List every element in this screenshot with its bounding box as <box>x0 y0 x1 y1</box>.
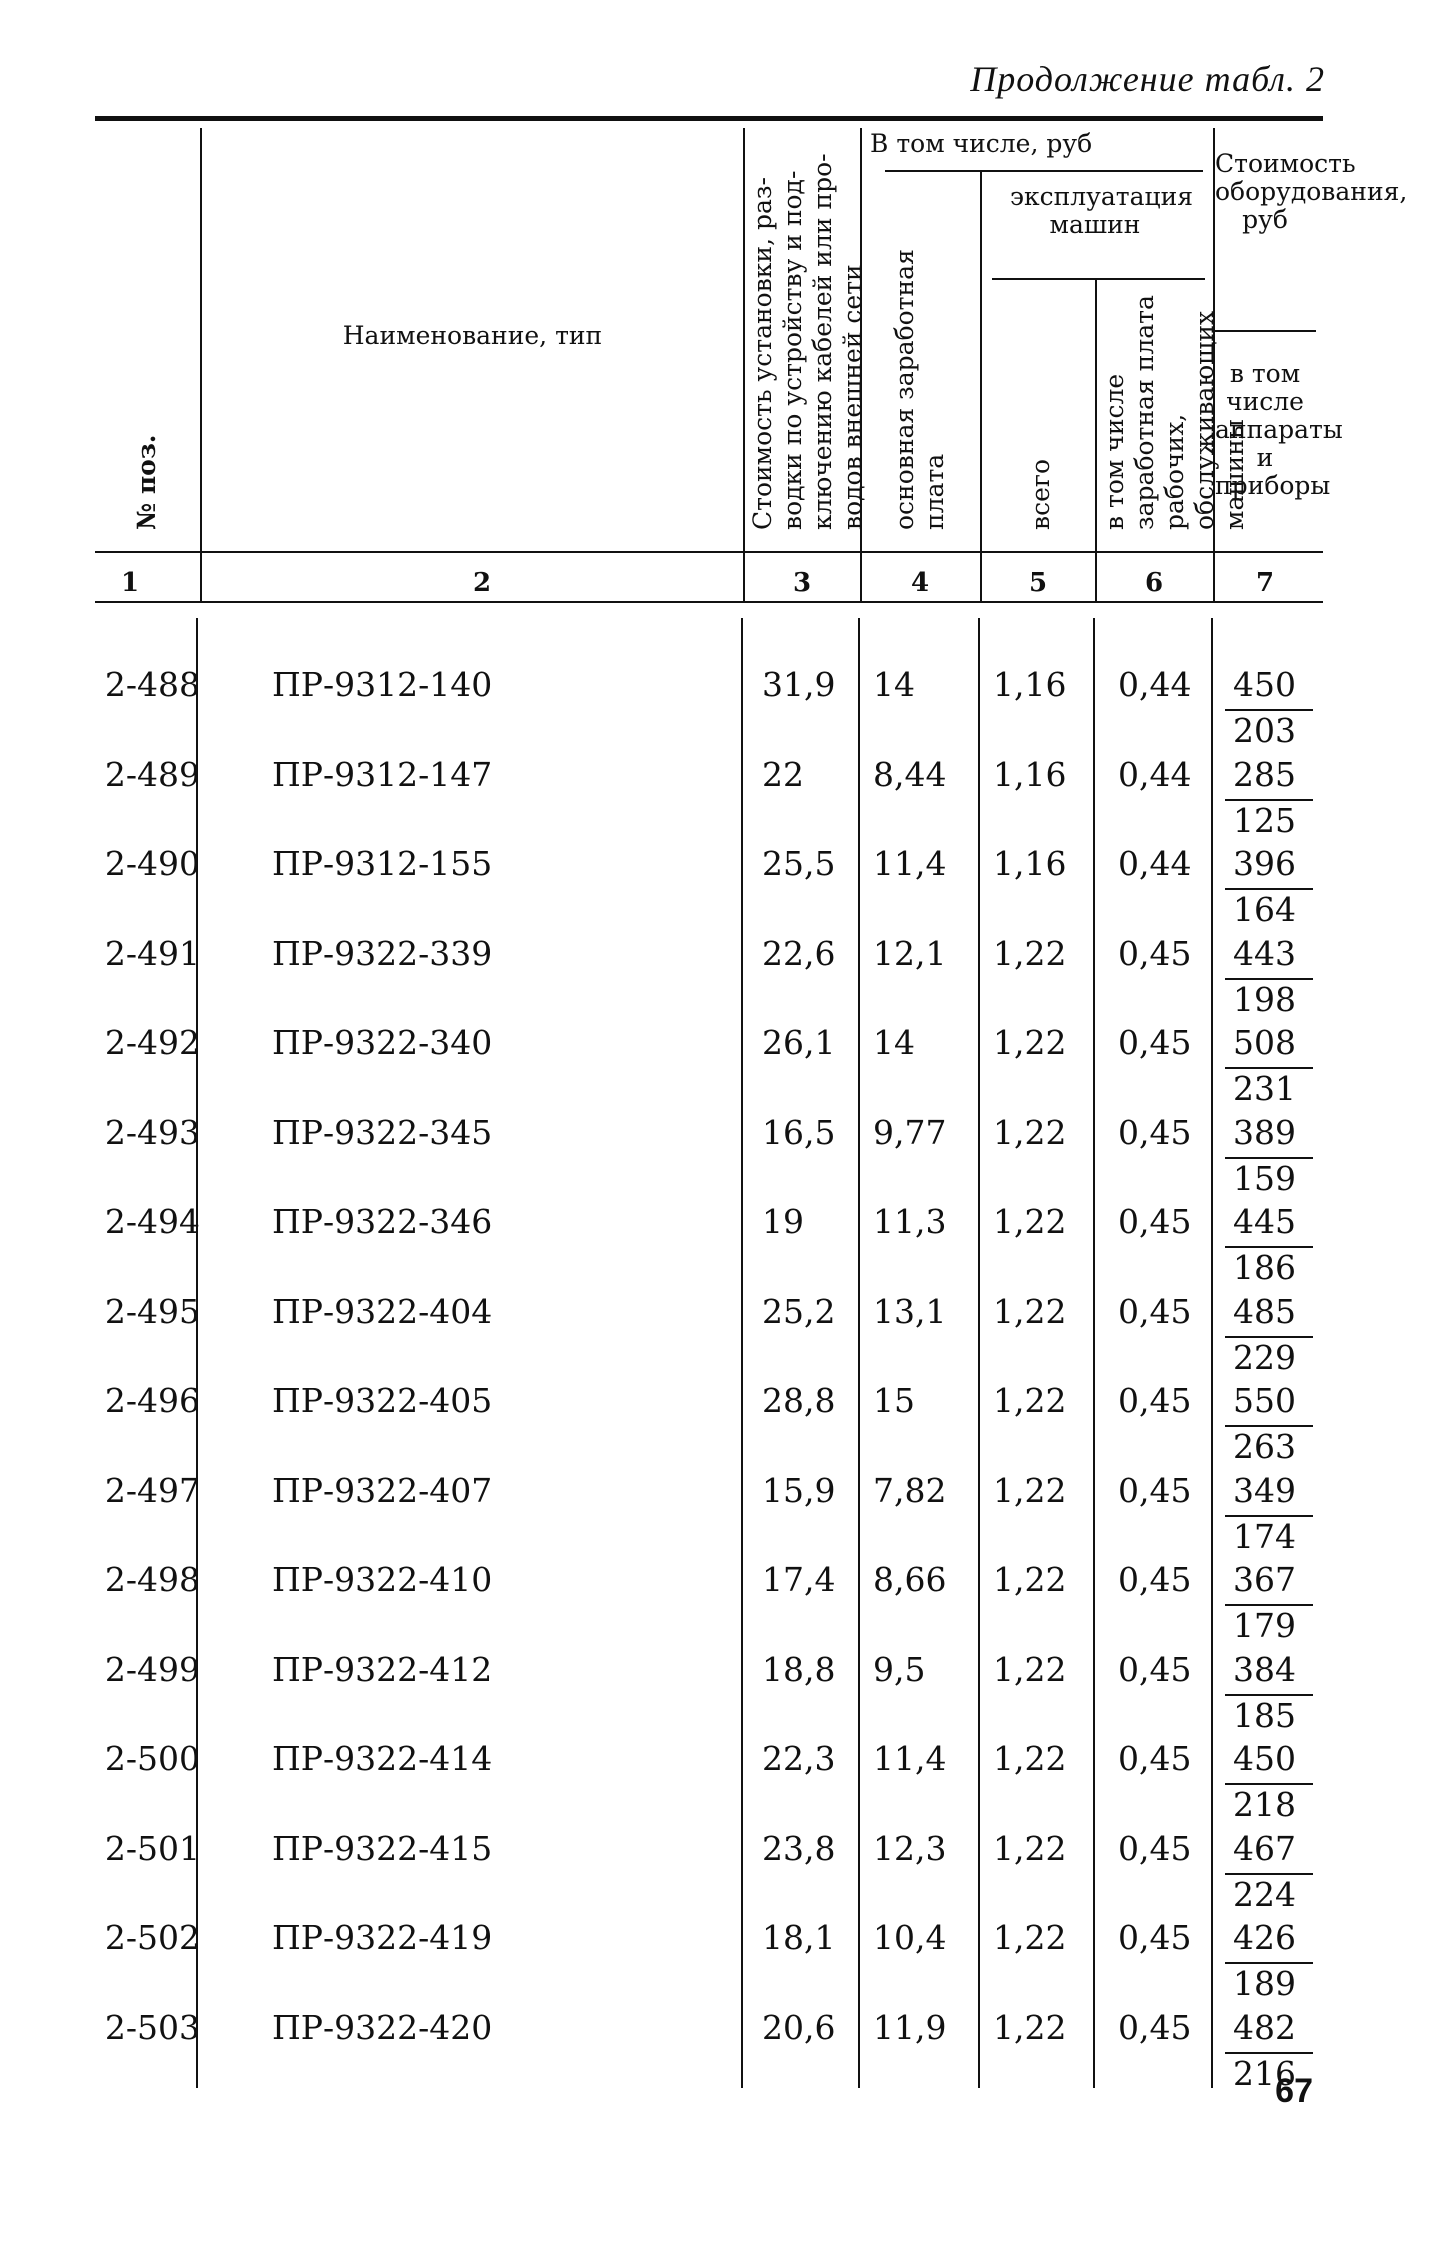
row-name: ПР-9322-339 <box>272 933 493 973</box>
row-name: ПР-9322-410 <box>272 1560 493 1599</box>
col-divider-5 <box>1095 280 1097 603</box>
row-machine-total: 1,22 <box>993 1202 1067 1241</box>
row-machine-total: 1,22 <box>993 1649 1067 1689</box>
row-equipment-devices-cost: 164 <box>1233 890 1296 929</box>
header-col5: всего <box>1026 458 1055 530</box>
row-installation-cost: 22,6 <box>762 933 836 973</box>
row-equipment-cost: 367 <box>1233 1560 1296 1599</box>
row-machine-salary: 0,45 <box>1118 1202 1192 1241</box>
header-col7: Стоимость оборудования, руб <box>1215 149 1408 234</box>
row-base-salary: 15 <box>873 1381 915 1420</box>
row-installation-cost: 31,9 <box>762 665 836 704</box>
row-equipment-cost: 508 <box>1233 1023 1296 1062</box>
row-base-salary: 7,82 <box>873 1470 947 1510</box>
row-name: ПР-9322-415 <box>272 1828 493 1868</box>
row-base-salary: 11,4 <box>873 1739 947 1778</box>
row-installation-cost: 17,4 <box>762 1560 836 1599</box>
row-base-salary: 14 <box>873 1023 915 1062</box>
row-equipment-devices-cost: 189 <box>1233 1964 1296 2003</box>
row-installation-cost: 18,1 <box>762 1918 836 1957</box>
table-row <box>0 755 1438 845</box>
col-divider-2 <box>743 128 745 603</box>
row-machine-total: 1,16 <box>993 754 1067 794</box>
row-position: 2-491 <box>104 933 200 973</box>
row-name: ПР-9312-155 <box>272 844 493 883</box>
row-position: 2-496 <box>104 1381 200 1420</box>
header-col4: основная заработная плата <box>890 249 949 530</box>
row-equipment-devices-cost: 224 <box>1233 1874 1296 1914</box>
row-position: 2-503 <box>104 2007 200 2047</box>
row-machine-total: 1,16 <box>993 844 1067 883</box>
row-equipment-cost: 550 <box>1233 1381 1296 1420</box>
row-equipment-cost: 445 <box>1233 1202 1296 1241</box>
row-position: 2-489 <box>104 754 200 794</box>
row-base-salary: 11,9 <box>873 2007 947 2047</box>
row-name: ПР-9322-412 <box>272 1649 493 1689</box>
table-row <box>0 1381 1438 1471</box>
row-name: ПР-9322-419 <box>272 1918 493 1957</box>
table-row <box>0 1739 1438 1829</box>
row-name: ПР-9322-345 <box>272 1112 493 1152</box>
table-top-rule <box>95 116 1323 121</box>
header-name: Наименование, тип <box>342 321 603 350</box>
row-equipment-cost: 467 <box>1233 1828 1296 1868</box>
table-row <box>0 1292 1438 1382</box>
table-row <box>0 1918 1438 2008</box>
row-machine-total: 1,22 <box>993 1828 1067 1868</box>
row-machine-total: 1,22 <box>993 1918 1067 1957</box>
col-divider-4 <box>980 172 982 603</box>
row-installation-cost: 18,8 <box>762 1649 836 1689</box>
row-position: 2-488 <box>104 665 200 704</box>
row-machine-salary: 0,45 <box>1118 1739 1192 1778</box>
row-name: ПР-9312-140 <box>272 665 493 704</box>
row-equipment-devices-cost: 174 <box>1233 1516 1296 1556</box>
row-equipment-cost: 482 <box>1233 2007 1296 2047</box>
row-equipment-devices-cost: 185 <box>1233 1695 1296 1735</box>
header-exploitation: эксплуатация машин <box>1010 182 1194 239</box>
header-pos: № поз. <box>132 434 161 530</box>
row-equipment-cost: 389 <box>1233 1112 1296 1152</box>
row-machine-salary: 0,44 <box>1118 754 1192 794</box>
row-position: 2-493 <box>104 1112 200 1152</box>
col-number-2: 2 <box>472 568 492 598</box>
row-equipment-devices-cost: 231 <box>1233 1069 1296 1108</box>
table-row <box>0 934 1438 1024</box>
numbers-bottom-rule <box>95 601 1323 603</box>
row-base-salary: 11,4 <box>873 844 947 883</box>
row-equipment-devices-cost: 263 <box>1233 1427 1296 1466</box>
row-equipment-cost: 426 <box>1233 1918 1296 1957</box>
row-machine-total: 1,22 <box>993 2007 1067 2047</box>
row-equipment-cost: 349 <box>1233 1470 1296 1510</box>
table-row <box>0 1202 1438 1292</box>
row-machine-salary: 0,45 <box>1118 1112 1192 1152</box>
row-position: 2-492 <box>104 1023 200 1062</box>
row-equipment-devices-cost: 203 <box>1233 711 1296 750</box>
row-base-salary: 9,77 <box>873 1112 947 1152</box>
table-row <box>0 1023 1438 1113</box>
row-machine-total: 1,16 <box>993 665 1067 704</box>
row-position: 2-497 <box>104 1470 200 1510</box>
group-underline <box>885 170 1203 172</box>
row-machine-salary: 0,45 <box>1118 1560 1192 1599</box>
row-base-salary: 9,5 <box>873 1649 926 1689</box>
row-base-salary: 8,66 <box>873 1560 947 1599</box>
row-equipment-devices-cost: 218 <box>1233 1785 1296 1824</box>
row-equipment-devices-cost: 186 <box>1233 1248 1296 1287</box>
row-machine-salary: 0,44 <box>1118 844 1192 883</box>
header-col6: в том числе заработная плата рабочих, обслуживающих машины <box>1100 295 1249 530</box>
row-position: 2-490 <box>104 844 200 883</box>
row-base-salary: 13,1 <box>873 1291 947 1331</box>
row-installation-cost: 22,3 <box>762 1739 836 1778</box>
table-row <box>0 1829 1438 1919</box>
row-installation-cost: 20,6 <box>762 2007 836 2047</box>
row-machine-total: 1,22 <box>993 1112 1067 1152</box>
row-machine-salary: 0,45 <box>1118 2007 1192 2047</box>
row-installation-cost: 25,2 <box>762 1291 836 1331</box>
row-name: ПР-9322-404 <box>272 1291 493 1331</box>
row-position: 2-499 <box>104 1649 200 1689</box>
row-base-salary: 12,3 <box>873 1828 947 1868</box>
row-base-salary: 10,4 <box>873 1918 947 1957</box>
row-position: 2-501 <box>104 1828 200 1868</box>
row-equipment-devices-cost: 159 <box>1233 1158 1296 1198</box>
row-name: ПР-9322-414 <box>272 1739 493 1778</box>
row-base-salary: 14 <box>873 665 915 704</box>
row-installation-cost: 25,5 <box>762 844 836 883</box>
row-machine-total: 1,22 <box>993 1739 1067 1778</box>
row-installation-cost: 16,5 <box>762 1112 836 1152</box>
row-position: 2-494 <box>104 1202 200 1241</box>
header-group: В том числе, руб <box>870 129 1093 158</box>
col-number-4: 4 <box>910 568 930 598</box>
row-base-salary: 8,44 <box>873 754 947 794</box>
row-installation-cost: 19 <box>762 1202 804 1241</box>
row-machine-salary: 0,45 <box>1118 1649 1192 1689</box>
row-installation-cost: 26,1 <box>762 1023 836 1062</box>
row-name: ПР-9312-147 <box>272 754 493 794</box>
row-installation-cost: 28,8 <box>762 1381 836 1420</box>
row-equipment-devices-cost: 229 <box>1233 1337 1296 1377</box>
table-row <box>0 1650 1438 1740</box>
header-col7-sub: в том числе аппараты и приборы <box>1215 359 1343 500</box>
row-machine-total: 1,22 <box>993 1381 1067 1420</box>
row-position: 2-495 <box>104 1291 200 1331</box>
col-number-6: 6 <box>1144 568 1164 598</box>
table-row <box>0 665 1438 755</box>
row-name: ПР-9322-420 <box>272 2007 493 2047</box>
row-machine-salary: 0,45 <box>1118 933 1192 973</box>
row-machine-total: 1,22 <box>993 1470 1067 1510</box>
row-machine-total: 1,22 <box>993 933 1067 973</box>
col-divider-1 <box>200 128 202 603</box>
row-equipment-cost: 443 <box>1233 933 1296 973</box>
table-row <box>0 1560 1438 1650</box>
header-bottom-rule <box>95 551 1323 553</box>
row-equipment-devices-cost: 198 <box>1233 979 1296 1019</box>
row-equipment-devices-cost: 216 <box>1233 2053 1296 2093</box>
row-name: ПР-9322-346 <box>272 1202 493 1241</box>
row-name: ПР-9322-340 <box>272 1023 493 1062</box>
row-equipment-devices-cost: 125 <box>1233 800 1296 840</box>
row-name: ПР-9322-405 <box>272 1381 493 1420</box>
row-position: 2-500 <box>104 1739 200 1778</box>
row-equipment-cost: 450 <box>1233 665 1296 704</box>
row-machine-total: 1,22 <box>993 1023 1067 1062</box>
row-machine-salary: 0,45 <box>1118 1023 1192 1062</box>
row-equipment-cost: 396 <box>1233 844 1296 883</box>
table-caption: Продолжение табл. 2 <box>970 59 1325 99</box>
row-installation-cost: 23,8 <box>762 1828 836 1868</box>
row-position: 2-498 <box>104 1560 200 1599</box>
row-equipment-cost: 450 <box>1233 1739 1296 1778</box>
row-machine-salary: 0,45 <box>1118 1470 1192 1510</box>
row-base-salary: 12,1 <box>873 933 947 973</box>
row-name: ПР-9322-407 <box>272 1470 493 1510</box>
table-row <box>0 844 1438 934</box>
col-number-5: 5 <box>1028 568 1048 598</box>
table-row <box>0 1471 1438 1561</box>
table-row <box>0 1113 1438 1203</box>
row-equipment-devices-cost: 179 <box>1233 1606 1296 1645</box>
row-installation-cost: 22 <box>762 754 804 794</box>
row-equipment-cost: 384 <box>1233 1649 1296 1689</box>
col-number-1: 1 <box>120 568 140 598</box>
col-number-3: 3 <box>792 568 812 598</box>
row-machine-total: 1,22 <box>993 1291 1067 1331</box>
table-row <box>0 2008 1438 2098</box>
row-base-salary: 11,3 <box>873 1202 947 1241</box>
row-installation-cost: 15,9 <box>762 1470 836 1510</box>
row-machine-total: 1,22 <box>993 1560 1067 1599</box>
row-machine-salary: 0,44 <box>1118 665 1192 704</box>
row-machine-salary: 0,45 <box>1118 1291 1192 1331</box>
row-machine-salary: 0,45 <box>1118 1381 1192 1420</box>
row-equipment-cost: 285 <box>1233 754 1296 794</box>
header-col3: Стоимость установки, раз-водки по устройству и под-ключению кабелей или про-водов внешней сети <box>748 153 867 530</box>
col-number-7: 7 <box>1255 568 1275 598</box>
row-position: 2-502 <box>104 1918 200 1957</box>
page-number: 67 <box>1275 2072 1313 2110</box>
row-machine-salary: 0,45 <box>1118 1918 1192 1957</box>
row-machine-salary: 0,45 <box>1118 1828 1192 1868</box>
row-equipment-cost: 485 <box>1233 1291 1296 1331</box>
